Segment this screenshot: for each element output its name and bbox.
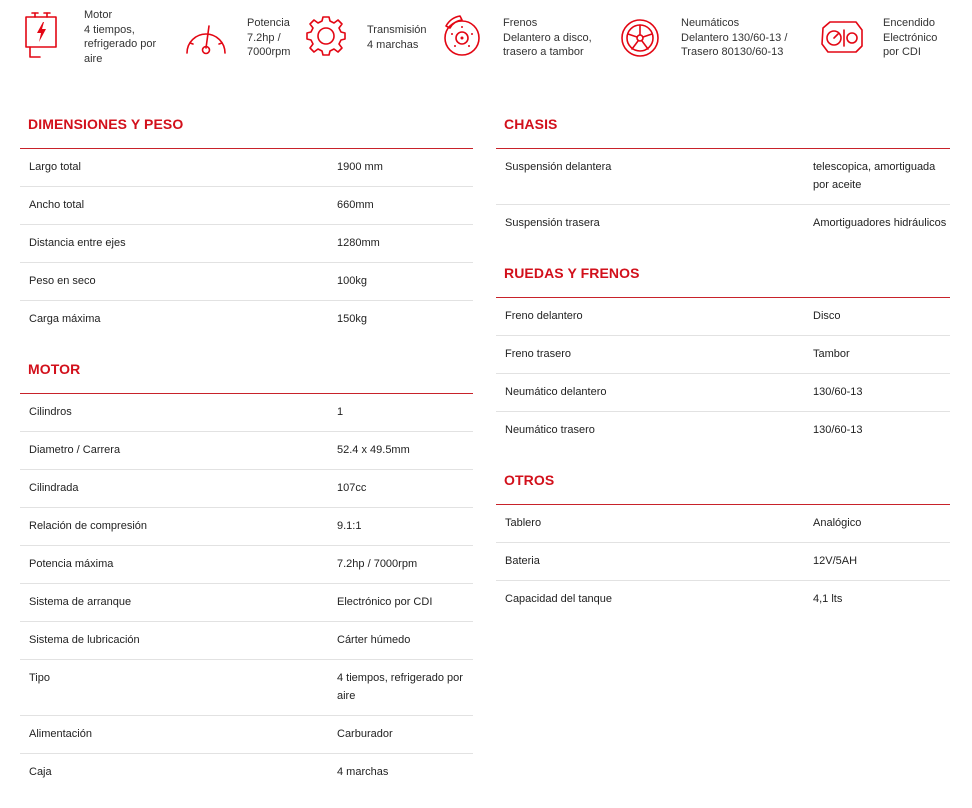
feature-line: 4 marchas (367, 38, 419, 51)
spec-row (20, 225, 473, 263)
engine-icon (22, 8, 66, 52)
spec-label: Carga máxima (29, 313, 101, 325)
spec-row (496, 205, 950, 242)
spec-row (20, 149, 473, 187)
spec-value: Amortiguadores hidráulicos (813, 217, 947, 229)
spec-value: Analógico (813, 517, 862, 529)
section-title: MOTOR (20, 355, 473, 394)
spec-label: Neumático delantero (505, 386, 607, 398)
spec-label: Caja (29, 766, 52, 778)
spec-value: 130/60-13 (813, 424, 863, 436)
spec-label: Cilindros (29, 406, 72, 418)
feature-line: aire (84, 52, 103, 65)
spec-row (20, 754, 473, 791)
spec-label: Alimentación (29, 728, 92, 740)
spec-value: 4 marchas (337, 766, 389, 778)
spec-column-right (496, 110, 950, 635)
feature-line: refrigerado por (84, 38, 157, 50)
spec-value: 52.4 x 49.5mm (337, 444, 410, 456)
spec-row (496, 505, 950, 543)
section-dimensiones-y-peso (20, 110, 473, 338)
spec-value: 7.2hp / 7000rpm (337, 558, 418, 570)
feature-line: Transmisión (367, 24, 427, 36)
spec-label: Distancia entre ejes (29, 237, 126, 249)
gear-icon (304, 8, 348, 52)
spec-label: Largo total (29, 161, 81, 173)
spec-row (20, 508, 473, 546)
spec-row (496, 581, 950, 618)
spec-label: Tipo (29, 672, 50, 684)
spec-row (20, 660, 473, 716)
spec-row (20, 187, 473, 225)
section-title: DIMENSIONES Y PESO (20, 110, 473, 149)
spec-label: Tablero (505, 517, 542, 529)
spec-value: 1900 mm (337, 161, 383, 173)
feature-line: Neumáticos (681, 17, 740, 29)
spec-row (20, 716, 473, 754)
brake-disc-icon (440, 8, 484, 52)
feature-line: Encendido (883, 17, 935, 29)
section-chasis (496, 110, 950, 242)
spec-value: Disco (813, 310, 841, 322)
spec-row (20, 546, 473, 584)
spec-label: Cilindrada (29, 482, 79, 494)
spec-column-left (20, 110, 473, 808)
section-ruedas-y-frenos (496, 259, 950, 449)
spec-label: Diametro / Carrera (29, 444, 121, 456)
feature-line: 7000rpm (247, 46, 291, 58)
spec-label: Sistema de arranque (29, 596, 132, 608)
spec-row (496, 374, 950, 412)
spec-row (20, 622, 473, 660)
feature-line: trasero a tambor (503, 46, 584, 58)
spec-row (20, 394, 473, 432)
spec-value: Electrónico por CDI (337, 596, 433, 608)
spec-label: Freno trasero (505, 348, 572, 360)
spec-value: 100kg (337, 275, 367, 287)
spec-value: Tambor (813, 348, 850, 360)
spec-value: 150kg (337, 313, 367, 325)
feature-line: 4 tiempos, (84, 23, 135, 36)
section-title: RUEDAS Y FRENOS (496, 259, 950, 298)
tire-icon (618, 8, 662, 52)
spec-label: Freno delantero (505, 310, 583, 322)
spec-value: 4,1 lts (813, 593, 843, 605)
spec-value: Cárter húmedo (337, 634, 411, 646)
spec-label: Ancho total (29, 199, 85, 211)
spec-value: 1 (337, 406, 344, 418)
spec-value: 107cc (337, 482, 367, 494)
spec-row (496, 412, 950, 449)
spec-value: telescopica, amortiguada por aceite (813, 161, 936, 191)
section-otros (496, 466, 950, 618)
section-title: CHASIS (496, 110, 950, 149)
spec-row (20, 470, 473, 508)
spec-value: 12V/5AH (813, 555, 858, 567)
feature-line: Trasero 80130/60-13 (681, 46, 784, 58)
spec-value: Carburador (337, 728, 393, 740)
spec-label: Bateria (505, 555, 540, 567)
spec-row (496, 149, 950, 205)
spec-label: Peso en seco (29, 275, 96, 287)
spec-row (20, 263, 473, 301)
spec-label: Capacidad del tanque (505, 593, 613, 605)
feature-line: Electrónico (883, 31, 938, 44)
feature-line: Potencia (247, 17, 290, 29)
spec-label: Suspensión trasera (505, 217, 600, 229)
spec-label: Neumático trasero (505, 424, 595, 436)
spec-label: Relación de compresión (29, 520, 148, 532)
spec-row (496, 298, 950, 336)
spec-row (20, 584, 473, 622)
spec-row (20, 432, 473, 470)
spec-value: 4 tiempos, refrigerado por aire (337, 672, 463, 702)
spec-label: Sistema de lubricación (29, 634, 140, 646)
spec-label: Suspensión delantera (505, 161, 612, 173)
spec-value: 1280mm (337, 237, 380, 249)
section-title: OTROS (496, 466, 950, 505)
spec-row (496, 543, 950, 581)
features-bar (0, 0, 972, 80)
spec-row (496, 336, 950, 374)
feature-line: Delantero 130/60-13 / (681, 31, 788, 44)
spec-value: 660mm (337, 199, 374, 211)
spec-value: 130/60-13 (813, 386, 863, 398)
feature-line: Frenos (503, 17, 538, 29)
spec-value: 9.1:1 (337, 520, 362, 532)
feature-line: Motor (84, 9, 113, 21)
speedometer-icon (184, 8, 228, 52)
feature-line: Delantero a disco, (503, 31, 592, 44)
spec-label: Potencia máxima (29, 558, 114, 570)
ignition-dashboard-icon (818, 8, 862, 52)
feature-line: por CDI (883, 46, 921, 58)
section-motor (20, 355, 473, 791)
spec-row (20, 301, 473, 338)
feature-line: 7.2hp / (247, 31, 281, 44)
